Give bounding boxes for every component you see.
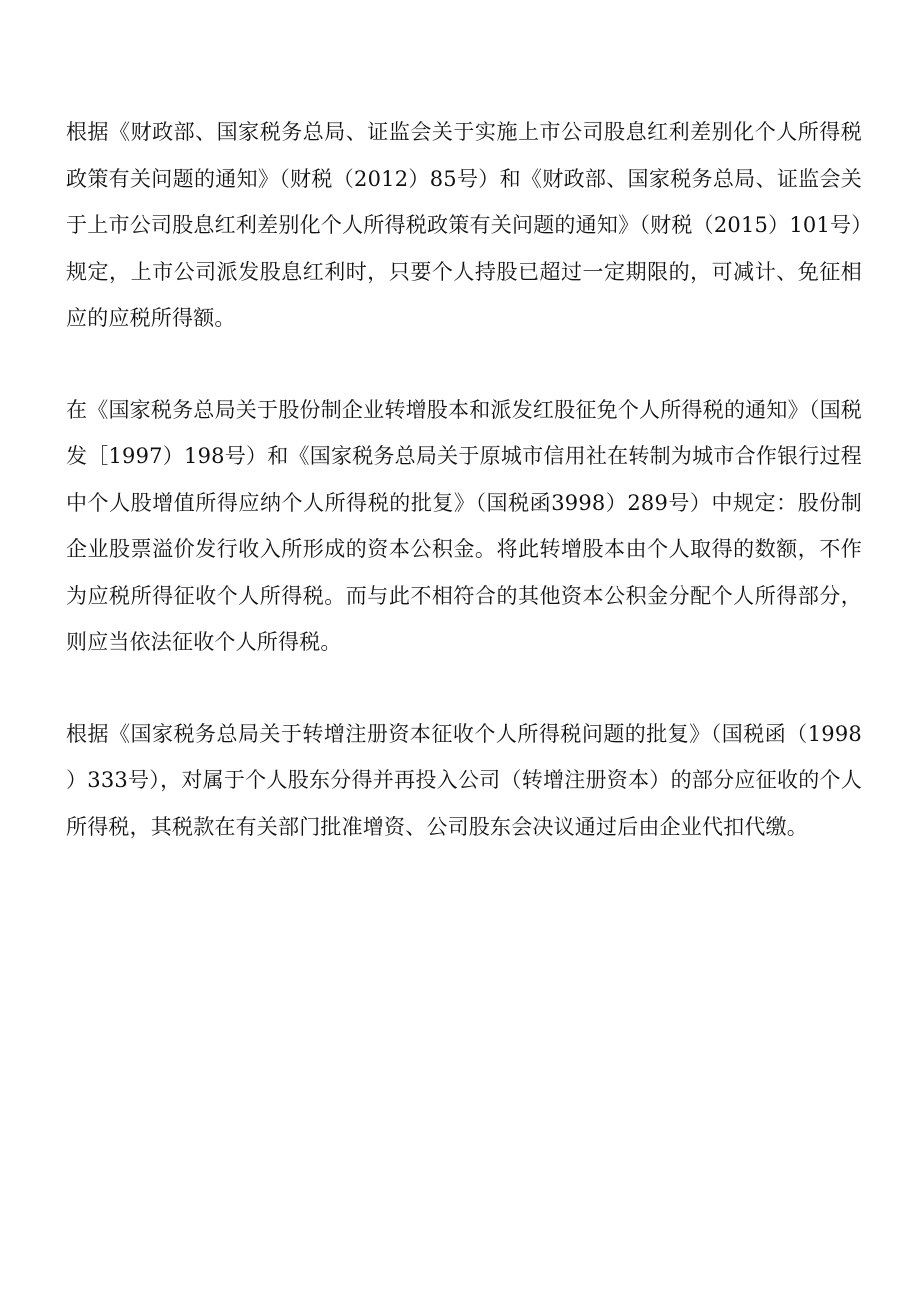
paragraph-registered-capital-withholding: 根据《国家税务总局关于转增注册资本征收个人所得税问题的批复》（国税函（1998）333号），对属于个人股东分得并再投入公司（转增注册资本）的部分应征收的个人所得税，其税款在有关部门批准增资、公司股东会决议通过后由企业代扣代缴。 [66,721,862,839]
document-body [66,109,862,850]
paragraph-capital-reserve-conversion: 在《国家税务总局关于股份制企业转增股本和派发红股征免个人所得税的通知》（国税发［1997）198号）和《国家税务总局关于原城市信用社在转制为城市合作银行过程中个人股增值所得应纳个人所得税的批复》（国税函3998）289号）中规定：股份制企业股票溢价发行收入所形成的资本公积金。将此转增股本由个人取得的数额，不作为应税所得征收个人所得税。而与此不相符合的其他资本公积金分配个人所得部分，则应当依法征收个人所得税。 [66,397,862,654]
paragraph-dividend-tax-policy: 根据《财政部、国家税务总局、证监会关于实施上市公司股息红利差别化个人所得税政策有关问题的通知》（财税（2012）85号）和《财政部、国家税务总局、证监会关于上市公司股息红利差别化个人所得税政策有关问题的通知》（财税（2015）101号）规定，上市公司派发股息红利时，只要个人持股已超过一定期限的，可减计、免征相应的应税所得额。 [66,120,862,330]
